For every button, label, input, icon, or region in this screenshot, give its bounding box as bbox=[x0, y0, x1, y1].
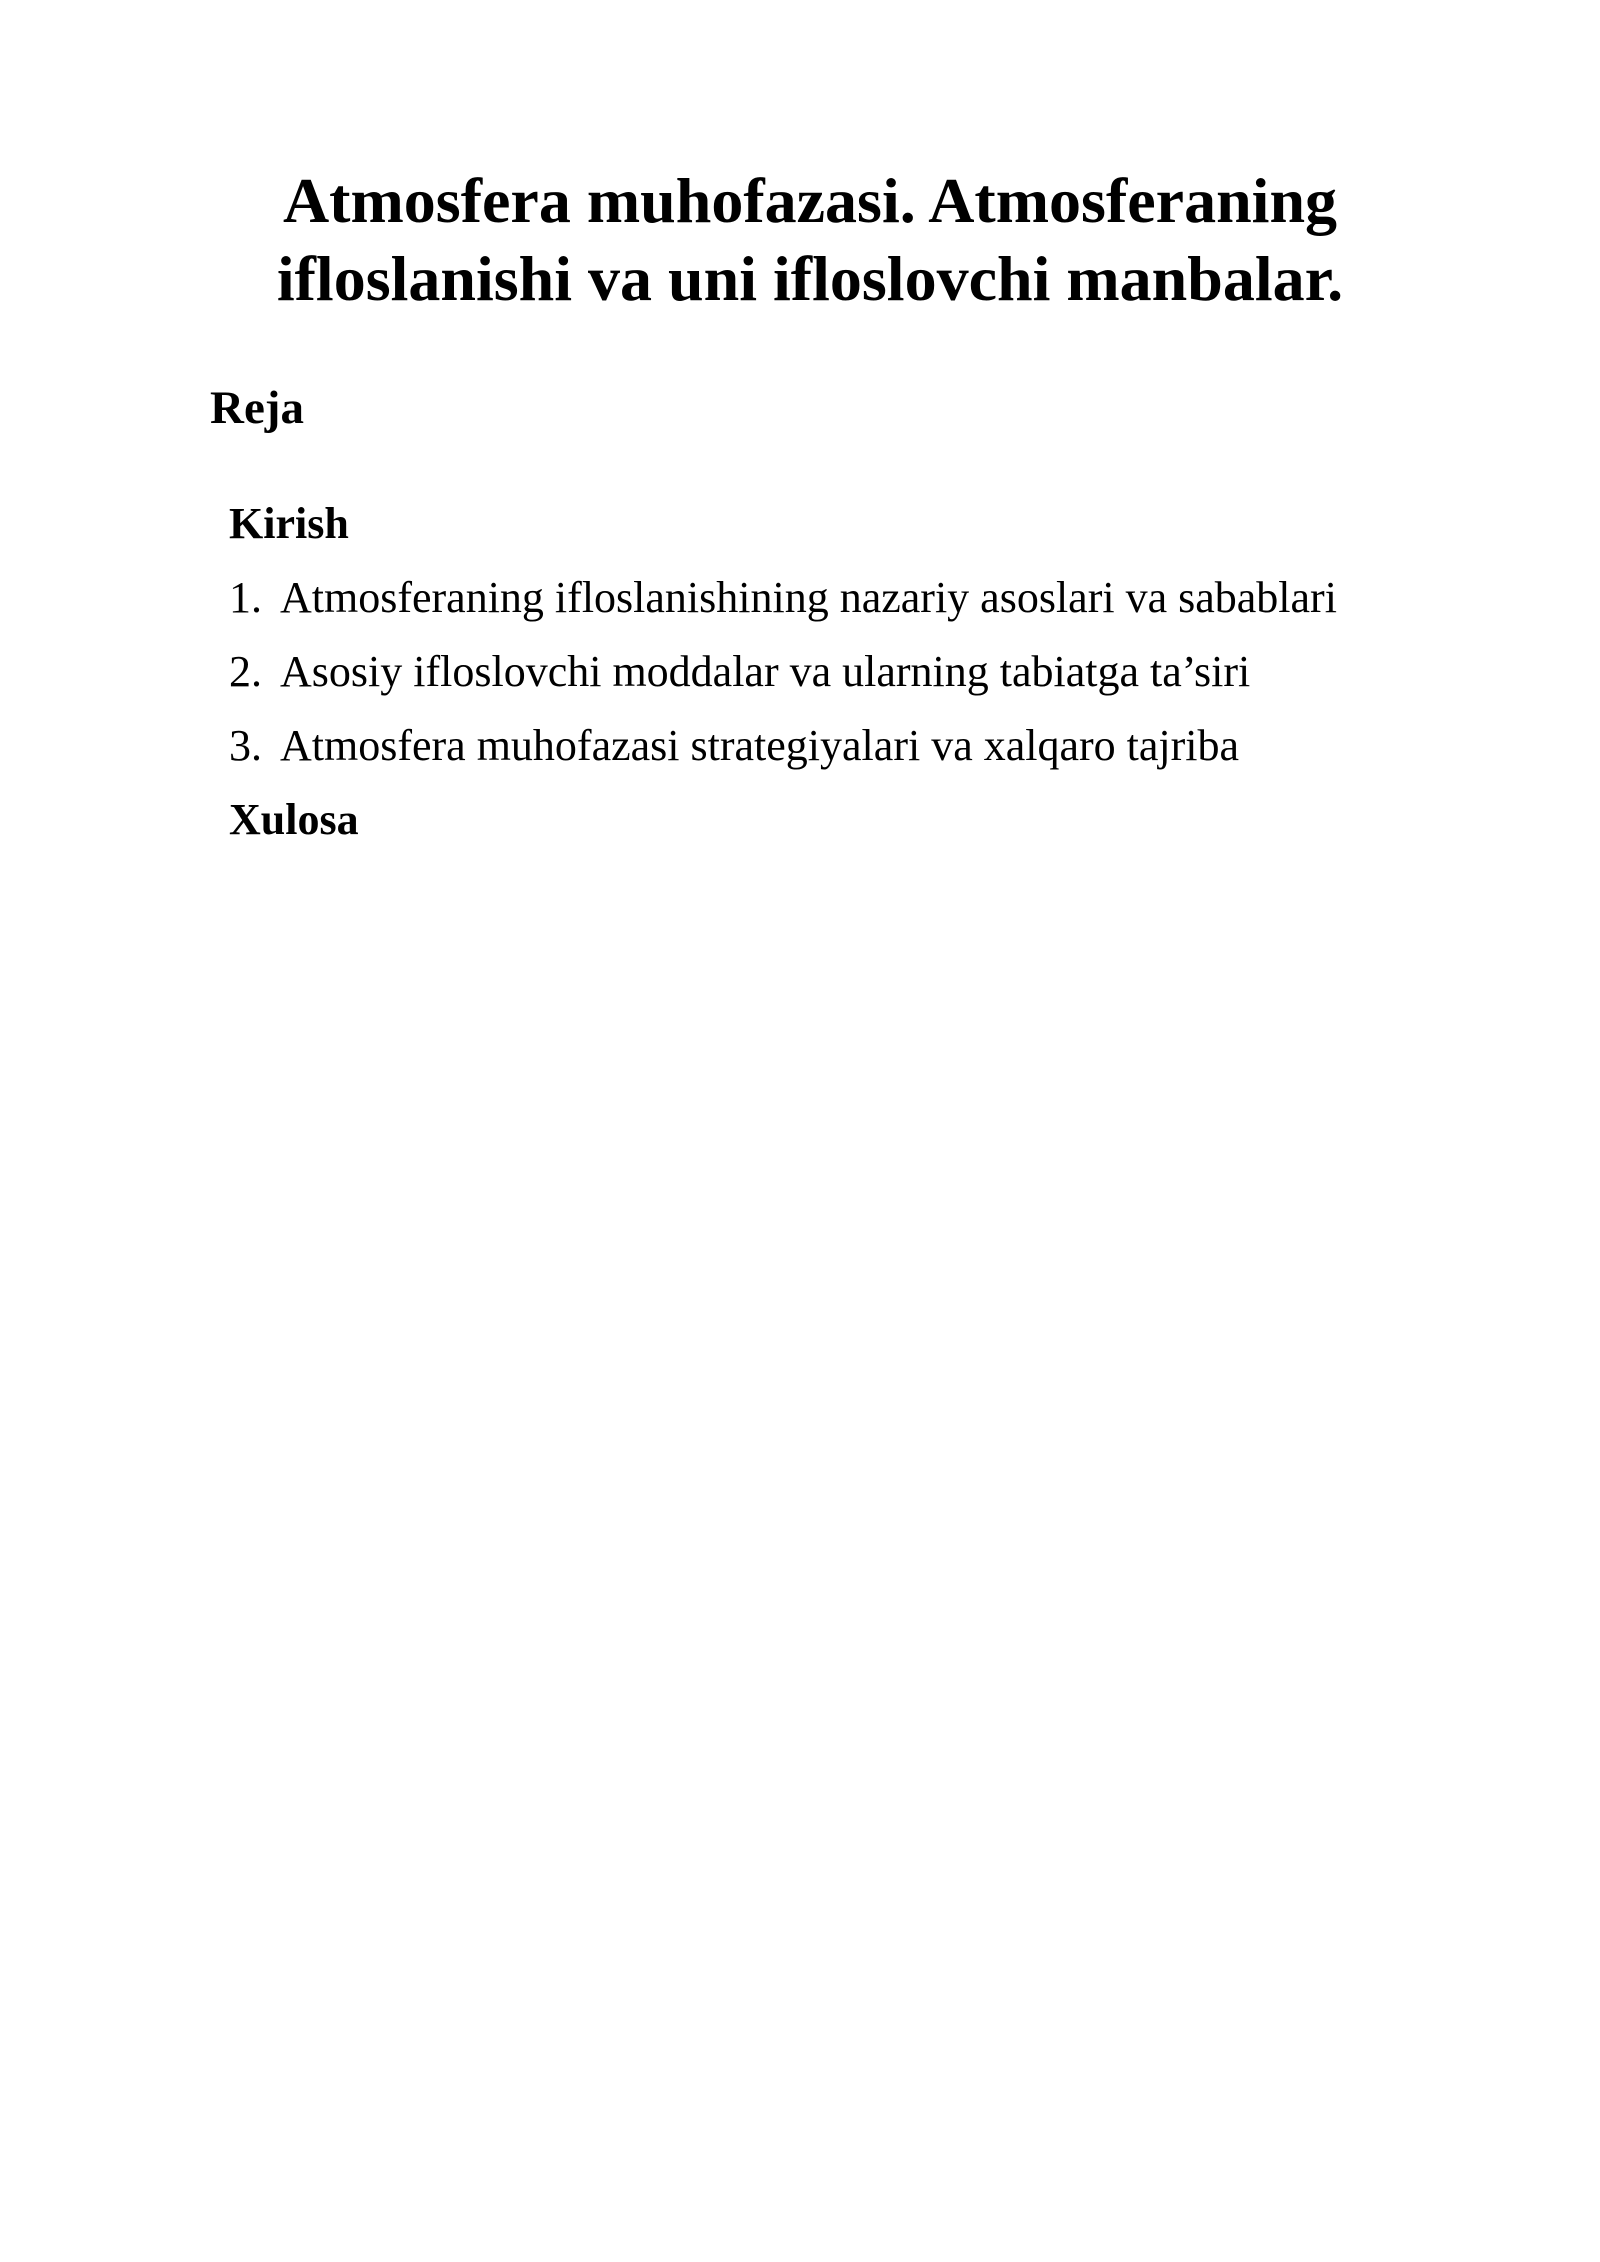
plan-list bbox=[229, 495, 1529, 865]
plan-item-text: Atmosferaning ifloslanishining nazariy asoslari va sabablari bbox=[280, 573, 1337, 622]
plan-item bbox=[229, 569, 1529, 643]
plan-intro: Kirish bbox=[229, 499, 349, 548]
title-line-1: Atmosfera muhofazasi. Atmosferaning bbox=[282, 165, 1338, 236]
plan-item-number: 1. bbox=[229, 573, 262, 622]
plan-item bbox=[229, 717, 1529, 791]
document-title bbox=[200, 162, 1420, 318]
plan-item-number: 3. bbox=[229, 721, 262, 770]
plan-item-number: 2. bbox=[229, 647, 262, 696]
plan-item-text: Asosiy ifloslovchi moddalar va ularning tabiatga ta’siri bbox=[280, 647, 1251, 696]
plan-item bbox=[229, 643, 1529, 717]
title-line-2: ifloslanishi va uni ifloslovchi manbalar. bbox=[276, 243, 1344, 314]
plan-heading: Reja bbox=[210, 382, 304, 434]
plan-conclusion: Xulosa bbox=[229, 795, 359, 844]
plan-item-text: Atmosfera muhofazasi strategiyalari va xalqaro tajriba bbox=[280, 721, 1240, 770]
